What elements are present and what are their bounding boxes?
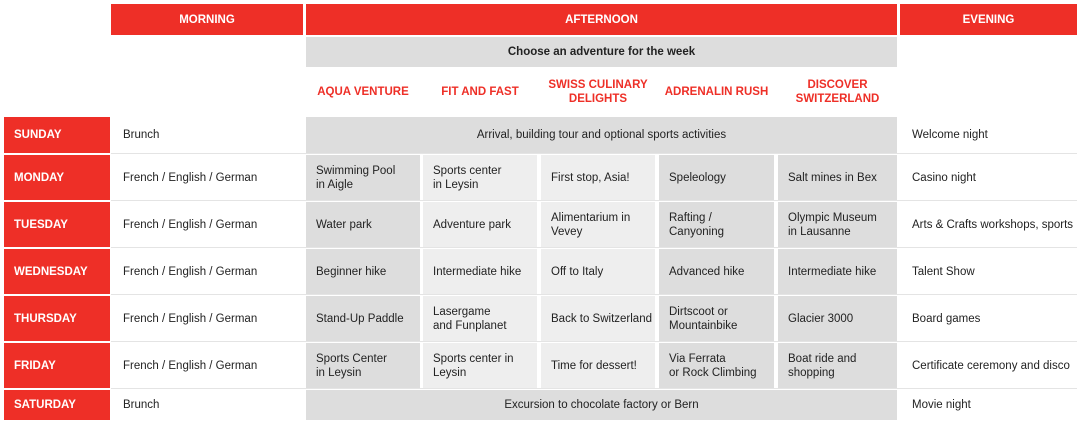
- header-afternoon-text: AFTERNOON: [565, 13, 638, 26]
- activity-cell-text: Speleology: [669, 171, 726, 184]
- header-evening-text: EVENING: [962, 13, 1015, 26]
- adventure-header-2-text: FIT AND FAST: [441, 86, 519, 98]
- activity-cell-text: Alimentarium in Vevey: [551, 211, 631, 238]
- day-label-thursday: [4, 296, 110, 341]
- activity-cell: [541, 202, 655, 247]
- activity-cell: [541, 155, 655, 200]
- activity-cell: [306, 155, 420, 200]
- activity-cell-text: Advanced hike: [669, 265, 745, 278]
- activity-cell-text: Sports center in Leysin: [433, 164, 502, 191]
- activity-cell: [778, 249, 897, 294]
- evening-cell-text: Talent Show: [912, 265, 975, 278]
- activity-cell-text: Via Ferrata or Rock Climbing: [669, 352, 757, 379]
- adventure-header-1-text: AQUA VENTURE: [317, 86, 409, 98]
- adventure-header-3: [541, 70, 655, 114]
- activity-cell-text: Lasergame and Funplanet: [433, 305, 507, 332]
- activity-cell: [423, 202, 537, 247]
- morning-cell-text: Brunch: [123, 399, 160, 411]
- morning-cell-text: French / English / German: [123, 359, 258, 372]
- activity-cell: [306, 249, 420, 294]
- activity-cell-text: Intermediate hike: [788, 265, 877, 278]
- activity-cell: [778, 296, 897, 341]
- activity-cell: [778, 202, 897, 247]
- activity-cell-text: First stop, Asia!: [551, 171, 630, 184]
- activity-cell-text: Swimming Pool in Aigle: [316, 164, 396, 191]
- day-label-wednesday-text: WEDNESDAY: [14, 265, 88, 278]
- evening-cell-text: Certificate ceremony and disco: [912, 359, 1070, 372]
- day-label-saturday: [4, 390, 110, 420]
- activity-cell-text: Rafting / Canyoning: [669, 211, 724, 238]
- activity-cell-text: Off to Italy: [551, 265, 604, 278]
- activity-cell-text: Dirtscoot or Mountainbike: [669, 305, 738, 332]
- activity-cell-text: Salt mines in Bex: [788, 171, 877, 184]
- header-afternoon: [306, 4, 897, 35]
- activity-cell: [306, 296, 420, 341]
- activity-cell-text: Time for dessert!: [551, 359, 637, 372]
- activity-cell: [778, 155, 897, 200]
- activity-cell-text: Olympic Museum in Lausanne: [788, 211, 877, 238]
- header-morning: [111, 4, 303, 35]
- day-label-wednesday: [4, 249, 110, 294]
- day-label-saturday-text: SATURDAY: [14, 399, 76, 411]
- row-divider: [111, 388, 1077, 389]
- adventure-header-2: [423, 70, 537, 114]
- morning-cell: [111, 343, 303, 388]
- evening-cell-text: Casino night: [912, 171, 976, 184]
- header-evening: [900, 4, 1077, 35]
- morning-cell: [111, 155, 303, 200]
- morning-cell: [111, 117, 303, 153]
- afternoon-span-cell: [306, 390, 897, 420]
- activity-cell: [541, 249, 655, 294]
- morning-cell-text: Brunch: [123, 129, 160, 141]
- row-divider: [111, 153, 1077, 154]
- evening-cell-text: Movie night: [912, 399, 971, 411]
- choose-adventure-label-text: Choose an adventure for the week: [507, 46, 696, 58]
- activity-cell: [659, 249, 774, 294]
- morning-cell-text: French / English / German: [123, 218, 258, 231]
- day-label-monday-text: MONDAY: [14, 171, 65, 184]
- row-divider: [111, 294, 1077, 295]
- row-divider: [111, 341, 1077, 342]
- morning-cell-text: French / English / German: [123, 265, 258, 278]
- afternoon-span-cell-text: Excursion to chocolate factory or Bern: [504, 399, 699, 411]
- activity-cell-text: Sports center in Leysin: [433, 352, 514, 379]
- evening-cell-text: Board games: [912, 312, 981, 325]
- afternoon-span-cell-text: Arrival, building tour and optional sports activities: [476, 129, 727, 141]
- activity-cell: [306, 202, 420, 247]
- evening-cell-text: Arts & Crafts workshops, sports: [912, 218, 1074, 231]
- evening-cell: [900, 202, 1077, 247]
- activity-cell-text: Beginner hike: [316, 265, 387, 278]
- morning-cell: [111, 390, 303, 420]
- activity-cell-text: Stand-Up Paddle: [316, 312, 404, 325]
- day-label-tuesday: [4, 202, 110, 247]
- activity-cell: [423, 296, 537, 341]
- morning-cell: [111, 249, 303, 294]
- morning-cell: [111, 296, 303, 341]
- choose-adventure-label: [306, 37, 897, 67]
- adventure-header-5: [778, 70, 897, 114]
- day-label-monday: [4, 155, 110, 200]
- activity-cell: [659, 202, 774, 247]
- activity-cell-text: Intermediate hike: [433, 265, 522, 278]
- morning-cell-text: French / English / German: [123, 171, 258, 184]
- activity-cell: [423, 343, 537, 388]
- adventure-header-5-text: DISCOVER SWITZERLAND: [795, 79, 880, 105]
- activity-cell-text: Back to Switzerland: [551, 312, 652, 325]
- activity-cell-text: Boat ride and shopping: [788, 352, 857, 379]
- activity-cell: [778, 343, 897, 388]
- activity-cell-text: Adventure park: [433, 218, 511, 231]
- evening-cell: [900, 117, 1077, 153]
- evening-cell: [900, 249, 1077, 294]
- row-divider: [111, 247, 1077, 248]
- row-divider: [111, 200, 1077, 201]
- morning-cell: [111, 202, 303, 247]
- activity-cell: [659, 343, 774, 388]
- activity-cell: [541, 296, 655, 341]
- morning-cell-text: French / English / German: [123, 312, 258, 325]
- activity-cell: [659, 155, 774, 200]
- day-label-sunday: [4, 117, 110, 153]
- activity-cell-text: Sports Center in Leysin: [316, 352, 387, 379]
- day-label-friday-text: FRIDAY: [14, 359, 56, 372]
- day-label-sunday-text: SUNDAY: [14, 129, 62, 141]
- evening-cell: [900, 390, 1077, 420]
- activity-cell: [541, 343, 655, 388]
- evening-cell-text: Welcome night: [912, 129, 988, 141]
- activity-cell-text: Water park: [316, 218, 372, 231]
- day-label-thursday-text: THURSDAY: [14, 312, 77, 325]
- activity-cell-text: Glacier 3000: [788, 312, 854, 325]
- activity-cell: [423, 249, 537, 294]
- evening-cell: [900, 343, 1077, 388]
- day-label-friday: [4, 343, 110, 388]
- activity-cell: [306, 343, 420, 388]
- header-morning-text: MORNING: [179, 13, 235, 26]
- evening-cell: [900, 296, 1077, 341]
- adventure-header-3-text: SWISS CULINARY DELIGHTS: [548, 79, 648, 105]
- adventure-header-1: [306, 70, 420, 114]
- activity-cell: [423, 155, 537, 200]
- adventure-header-4-text: ADRENALIN RUSH: [664, 86, 769, 98]
- evening-cell: [900, 155, 1077, 200]
- day-label-tuesday-text: TUESDAY: [14, 218, 68, 231]
- afternoon-span-cell: [306, 117, 897, 153]
- activity-cell: [659, 296, 774, 341]
- adventure-header-4: [659, 70, 774, 114]
